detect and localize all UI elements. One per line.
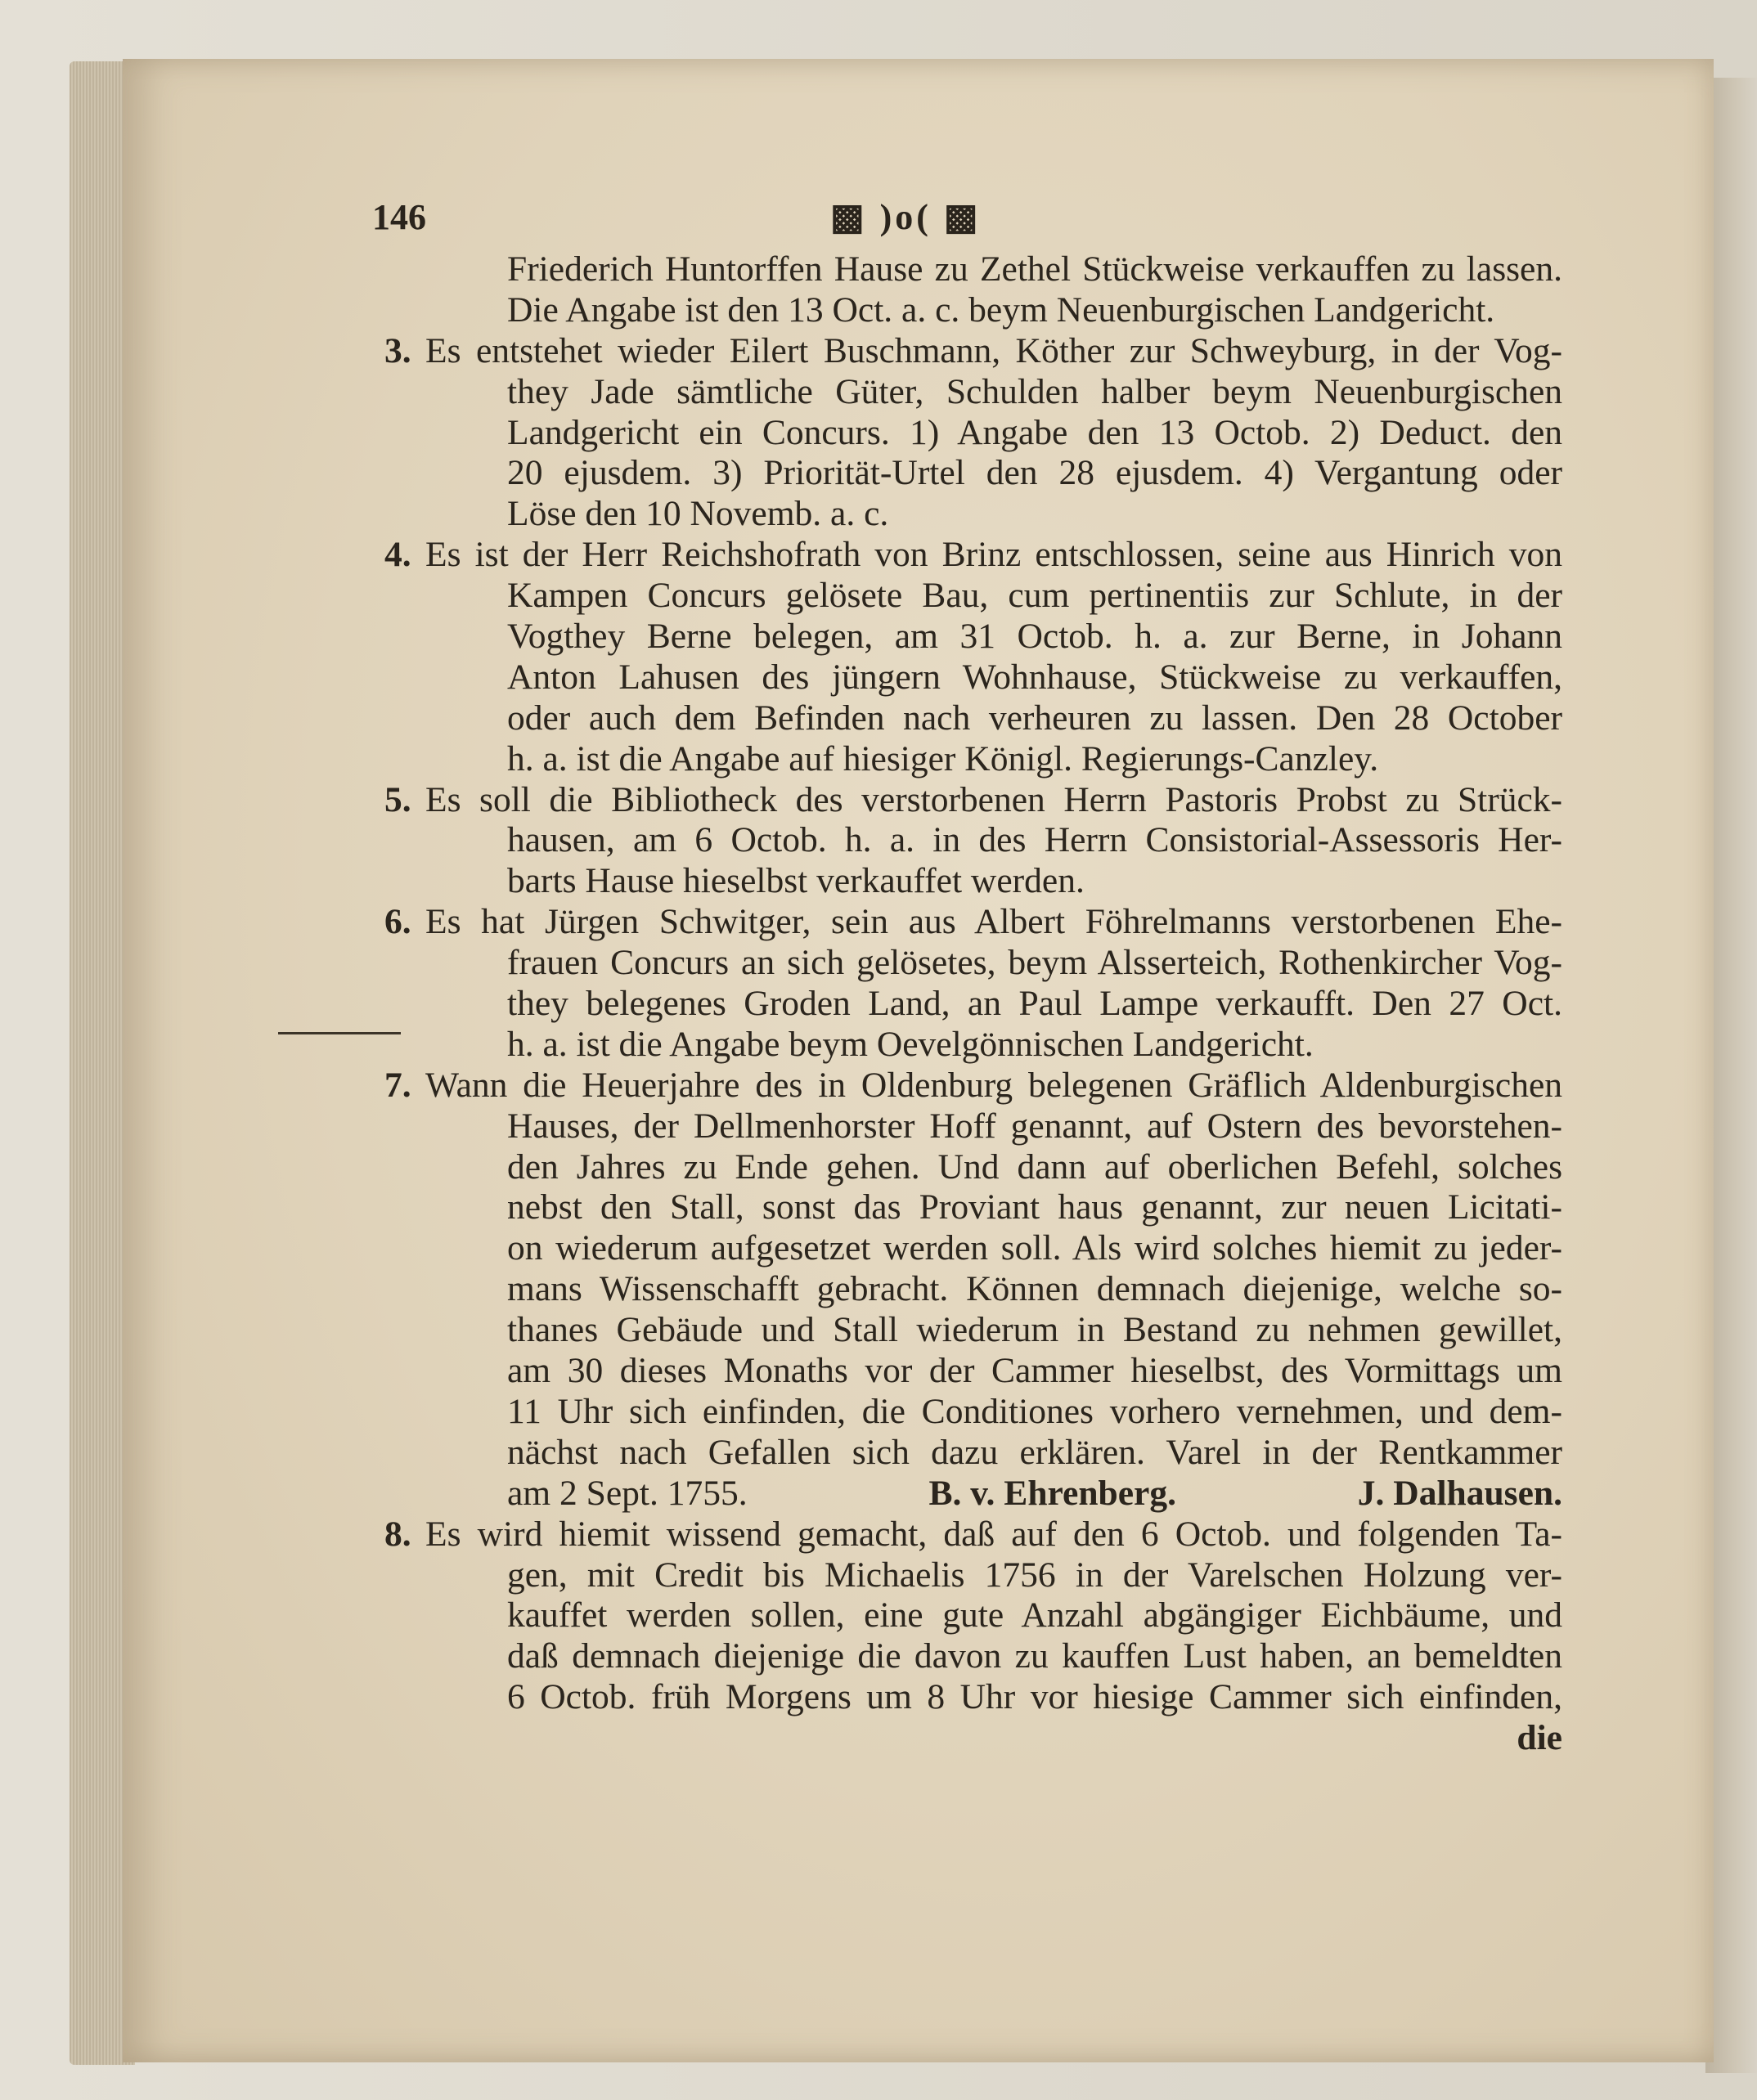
running-head-ornament: ▩ )o( ▩ <box>830 197 982 237</box>
text-line: thanes Gebäude und Stall wiederum in Bestand zu nehmen gewillet, <box>507 1310 1562 1350</box>
text-line-content: Es wird hiemit wissend gemacht, daß auf den 6 Octob. und folgenden Ta- <box>425 1514 1562 1554</box>
item-number: 3. <box>384 330 411 370</box>
text-line: Friederich Huntorffen Hause zu Zethel Stückweise verkauffen zu lassen. <box>507 249 1562 289</box>
margin-mark <box>278 1032 401 1034</box>
page-header <box>372 196 1566 254</box>
text-line-content: Es hat Jürgen Schwitger, sein aus Albert Föhrelmanns verstorbenen Ehe- <box>425 902 1562 942</box>
text-line: Landgericht ein Concurs. 1) Angabe den 13 Octob. 2) Deduct. den <box>507 412 1562 452</box>
item-number: 8. <box>384 1514 411 1554</box>
text-line: Die Angabe ist den 13 Oct. a. c. beym Neuenburgischen Landgericht. <box>507 289 1495 330</box>
signatory-ehrenberg: B. v. Ehrenberg. <box>928 1473 1176 1513</box>
text-line <box>384 331 1562 372</box>
item-number: 7. <box>384 1065 411 1105</box>
text-line: gen, mit Credit bis Michaelis 1756 in der Varelschen Holzung ver- <box>507 1555 1562 1595</box>
page-text <box>384 249 1562 1759</box>
text-line: on wiederum aufgesetzet werden soll. Als wird solches hiemit zu jeder- <box>507 1228 1562 1268</box>
page-number: 146 <box>372 197 426 237</box>
signatory-dalhausen: J. Dalhausen. <box>1357 1473 1562 1513</box>
text-line: den Jahres zu Ende gehen. Und dann auf oberlichen Befehl, solches <box>507 1146 1562 1187</box>
text-line: oder auch dem Befinden nach verheuren zu lassen. Den 28 October <box>507 698 1562 738</box>
text-line: Vogthey Berne belegen, am 31 Octob. h. a. zur Berne, in Johann <box>507 617 1562 657</box>
text-line: mans Wissenschafft gebracht. Können demnach diejenige, welche so- <box>507 1269 1562 1309</box>
item-number: 4. <box>384 535 411 575</box>
text-line: kauffet werden sollen, eine gute Anzahl abgängiger Eichbäume, und <box>507 1595 1562 1636</box>
text-line: h. a. ist die Angabe auf hiesiger Königl. Regierungs-Canzley. <box>507 738 1379 779</box>
text-line: 20 ejusdem. 3) Priorität-Urtel den 28 ejusdem. 4) Vergantung oder <box>507 453 1562 493</box>
text-line: they Jade sämtliche Güter, Schulden halber beym Neuenburgischen <box>507 371 1562 411</box>
text-line <box>384 1066 1562 1106</box>
text-line: nächst nach Gefallen sich dazu erklären. Varel in der Rentkammer <box>507 1432 1562 1472</box>
text-line: h. a. ist die Angabe beym Oevelgönnischen Landgericht. <box>507 1024 1314 1064</box>
text-line-content: Es soll die Bibliotheck des verstorbenen Herrn Pastoris Probst zu Strück- <box>425 779 1562 819</box>
text-line: am 30 dieses Monaths vor der Cammer hieselbst, des Vormittags um <box>507 1351 1562 1391</box>
text-line: barts Hause hieselbst verkauffet werden. <box>507 861 1085 901</box>
text-line: frauen Concurs an sich gelösetes, beym Alsserteich, Rothenkircher Vog- <box>507 943 1562 983</box>
text-line: hausen, am 6 Octob. h. a. in des Herrn Consistorial-Assessoris Her- <box>507 820 1562 860</box>
text-line <box>384 535 1562 576</box>
catchword: die <box>1517 1718 1562 1758</box>
text-line <box>384 1514 1562 1555</box>
text-line: 6 Octob. früh Morgens um 8 Uhr vor hiesige Cammer sich einfinden, <box>507 1677 1562 1717</box>
text-line: 11 Uhr sich einfinden, die Conditiones vorhero vernehmen, und dem- <box>507 1391 1562 1431</box>
text-line: Löse den 10 Novemb. a. c. <box>507 494 889 534</box>
text-line <box>384 902 1562 943</box>
text-line: Kampen Concurs gelösete Bau, cum pertinentiis zur Schlute, in der <box>507 576 1562 616</box>
text-line: they belegenes Groden Land, an Paul Lampe verkaufft. Den 27 Oct. <box>507 984 1562 1024</box>
item-number: 6. <box>384 902 411 942</box>
text-line <box>384 780 1562 821</box>
signature-date: am 2 Sept. 1755. <box>507 1473 748 1513</box>
text-line: daß demnach diejenige die davon zu kauffen Lust haben, an bemeldten <box>507 1636 1562 1676</box>
text-line-content: Es ist der Herr Reichshofrath von Brinz entschlossen, seine aus Hinrich von <box>425 535 1562 575</box>
text-line-content: Wann die Heuerjahre des in Oldenburg belegenen Gräflich Aldenburgischen <box>425 1065 1562 1105</box>
text-line-content: Es entstehet wieder Eilert Buschmann, Köther zur Schweyburg, in der Vog- <box>425 330 1562 370</box>
item-number: 5. <box>384 779 411 819</box>
signature-line <box>384 1474 1562 1514</box>
text-line: nebst den Stall, sonst das Proviant haus genannt, zur neuen Licitati- <box>507 1187 1562 1227</box>
text-line: Hauses, der Dellmenhorster Hoff genannt, auf Ostern des bevorstehen- <box>507 1106 1562 1146</box>
text-line: Anton Lahusen des jüngern Wohnhause, Stückweise zu verkauffen, <box>507 657 1562 697</box>
